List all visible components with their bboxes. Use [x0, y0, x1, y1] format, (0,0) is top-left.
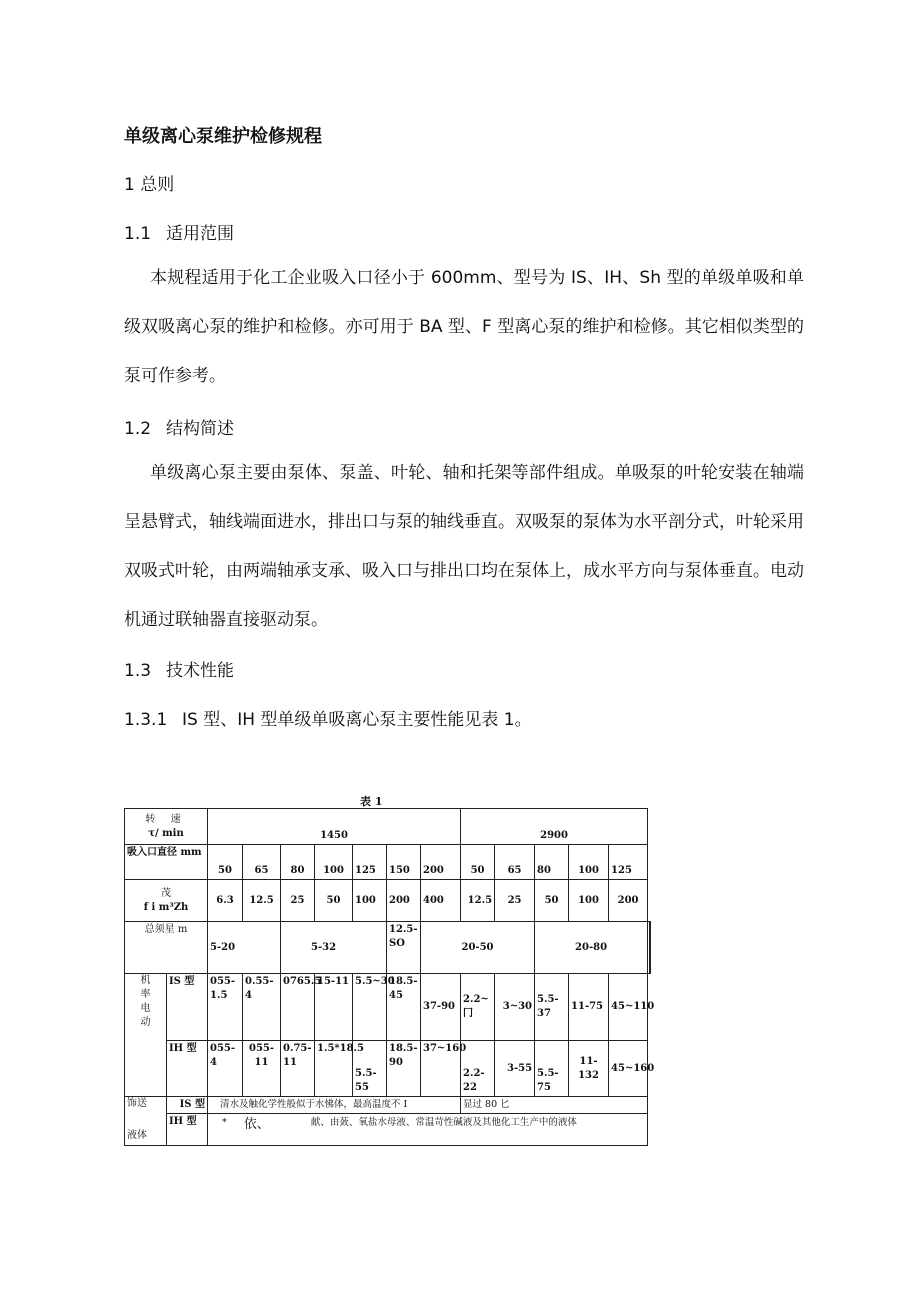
table-cell: 37-90	[421, 974, 461, 1041]
table-cell: 5-20	[208, 922, 281, 974]
table-cell: 15-11	[315, 974, 353, 1041]
table-row	[125, 1041, 651, 1097]
table-row	[125, 1114, 651, 1146]
doc-title: 单级离心泵维护检修规程	[124, 126, 322, 147]
section-1-3-heading	[124, 656, 234, 681]
table-cell: 5.5-55	[353, 1041, 387, 1097]
ih-medium-description: 献、由蔹、氧盐水母液、常温苛性碱液及其他化工生产中的液体	[310, 1117, 577, 1128]
table-cell: 65	[243, 845, 281, 880]
table-cell	[649, 922, 650, 974]
table-cell: 100	[569, 880, 609, 922]
section-number: 1.2	[124, 419, 152, 439]
table-cell: 12.5-SO	[387, 922, 421, 974]
paragraph-scope: 本规程适用于化工企业吸入口径小于 600mm、型号为 IS、IH、Sh 型的单级单吸和单级双吸离心泵的维护和检修。亦可用于 BA 型、F 型离心泵的维护和检修。其它相似类型的泵可作参考。	[124, 268, 804, 386]
table-cell: 12.5	[243, 880, 281, 922]
table-cell: 45~110	[609, 974, 648, 1041]
table-cell: 50	[315, 880, 353, 922]
table-cell: 055-4	[208, 1041, 243, 1097]
table-cell: 37~160	[421, 1041, 461, 1097]
table-cell: 125	[353, 845, 387, 880]
speed-label: 转 速	[145, 813, 187, 825]
table-cell: 11-132	[569, 1041, 609, 1097]
section-number: 1.3.1	[124, 710, 168, 730]
ih-type-label: IH 型	[167, 1041, 208, 1097]
table-cell: 100	[315, 845, 353, 880]
section-1-3-1-heading	[124, 705, 532, 730]
table-cell: 055-1.5	[208, 974, 243, 1041]
section-1-2-heading	[124, 414, 234, 439]
table-cell: 18.5-45	[387, 974, 421, 1041]
table-caption: 表 1	[360, 795, 383, 808]
table-cell: 5-32	[281, 922, 387, 974]
flow-unit: f i m³Zh	[143, 901, 189, 913]
table-cell: 50	[461, 845, 495, 880]
table-cell: 2.2-22	[461, 1041, 495, 1097]
table-cell: 0.75-11	[281, 1041, 315, 1097]
power-label: 机率电动	[125, 974, 167, 1097]
table-cell: 11-75	[569, 974, 609, 1041]
table-row	[125, 922, 651, 974]
table-cell: 5.5-75	[535, 1041, 569, 1097]
flow-header	[125, 880, 208, 922]
performance-table	[124, 808, 655, 1146]
table-cell: 80	[535, 845, 569, 880]
section-label: 结构简述	[166, 419, 234, 439]
speed-2900: 2900	[461, 809, 648, 845]
section-label: 适用范围	[166, 224, 234, 244]
table-cell: 3-55	[495, 1041, 535, 1097]
diameter-label: 吸入口直径 mm	[125, 845, 208, 880]
table-cell: 20-50	[421, 922, 535, 974]
section-label: IS 型、IH 型单级单吸离心泵主要性能见表 1。	[182, 710, 532, 730]
table-cell: 0765.5	[281, 974, 315, 1041]
table-cell: 65	[495, 845, 535, 880]
head-label: 总须星 m	[125, 922, 208, 974]
is-medium-text-2: 显过 80 匕	[461, 1097, 648, 1114]
is-medium-text: 清水及触化学性般似于水怫体，最高温度不 I	[208, 1097, 461, 1114]
table-cell: 100	[353, 880, 387, 922]
table-cell: 12.5	[461, 880, 495, 922]
table-row	[125, 974, 651, 1041]
section-1-heading: 1 总则	[124, 175, 175, 195]
table-cell: 100	[569, 845, 609, 880]
table-cell: 055-11	[243, 1041, 281, 1097]
table-cell: 5.5-37	[535, 974, 569, 1041]
section-number: 1.3	[124, 661, 152, 681]
speed-1450: 1450	[208, 809, 461, 845]
table-row	[125, 845, 651, 880]
table-cell: 200	[609, 880, 648, 922]
table-cell: 18.5-90	[387, 1041, 421, 1097]
ih-medium-type-label: IH 型	[167, 1114, 208, 1146]
table-cell: 45~160	[609, 1041, 648, 1097]
medium-label-bottom: 液体	[127, 1130, 147, 1141]
ih-medium-fragment: 依、	[243, 1117, 270, 1132]
table-cell: 400	[421, 880, 461, 922]
table-row	[125, 809, 651, 845]
table-cell: 0.55-4	[243, 974, 281, 1041]
table-cell: 200	[421, 845, 461, 880]
medium-label-top: 饰送	[127, 1098, 147, 1109]
table-cell: 1.5*18.5	[315, 1041, 353, 1097]
table-row	[125, 1097, 651, 1114]
table-cell: 5.5~30	[353, 974, 387, 1041]
table-cell: 20-80	[535, 922, 648, 974]
section-number: 1.1	[124, 224, 152, 244]
table-cell: 150	[387, 845, 421, 880]
table-row	[125, 880, 651, 922]
is-medium-type-label: IS 型	[167, 1097, 208, 1114]
table-cell: 6.3	[208, 880, 243, 922]
table-cell: 200	[387, 880, 421, 922]
speed-unit: τ/ min	[148, 827, 184, 839]
table-cell: 125	[609, 845, 648, 880]
table-cell: 50	[535, 880, 569, 922]
table-cell: 25	[281, 880, 315, 922]
table-cell: 2.2~冂	[461, 974, 495, 1041]
table-cell: 25	[495, 880, 535, 922]
table-cell: 3~30	[495, 974, 535, 1041]
paragraph-structure: 单级离心泵主要由泵体、泵盖、叶轮、轴和托架等部件组成。单吸泵的叶轮安装在轴端呈悬臂式，轴线端面进水，排出口与泵的轴线垂直。双吸泵的泵体为水平剖分式，叶轮采用双吸式叶轮，由两端轴承支承、吸入口与排出口均在泵体上，成水平方向与泵体垂直。电动机通过联轴器直接驱动泵。	[124, 463, 804, 630]
ih-medium-mark: *	[222, 1117, 227, 1128]
section-label: 技术性能	[166, 661, 234, 681]
ih-medium-text	[208, 1114, 648, 1146]
is-type-label: IS 型	[167, 974, 208, 1041]
table-cell: 80	[281, 845, 315, 880]
speed-header	[125, 809, 208, 845]
table-cell: 50	[208, 845, 243, 880]
section-1-1-heading	[124, 219, 234, 244]
medium-label	[125, 1097, 167, 1146]
flow-label: 茂	[161, 887, 171, 899]
